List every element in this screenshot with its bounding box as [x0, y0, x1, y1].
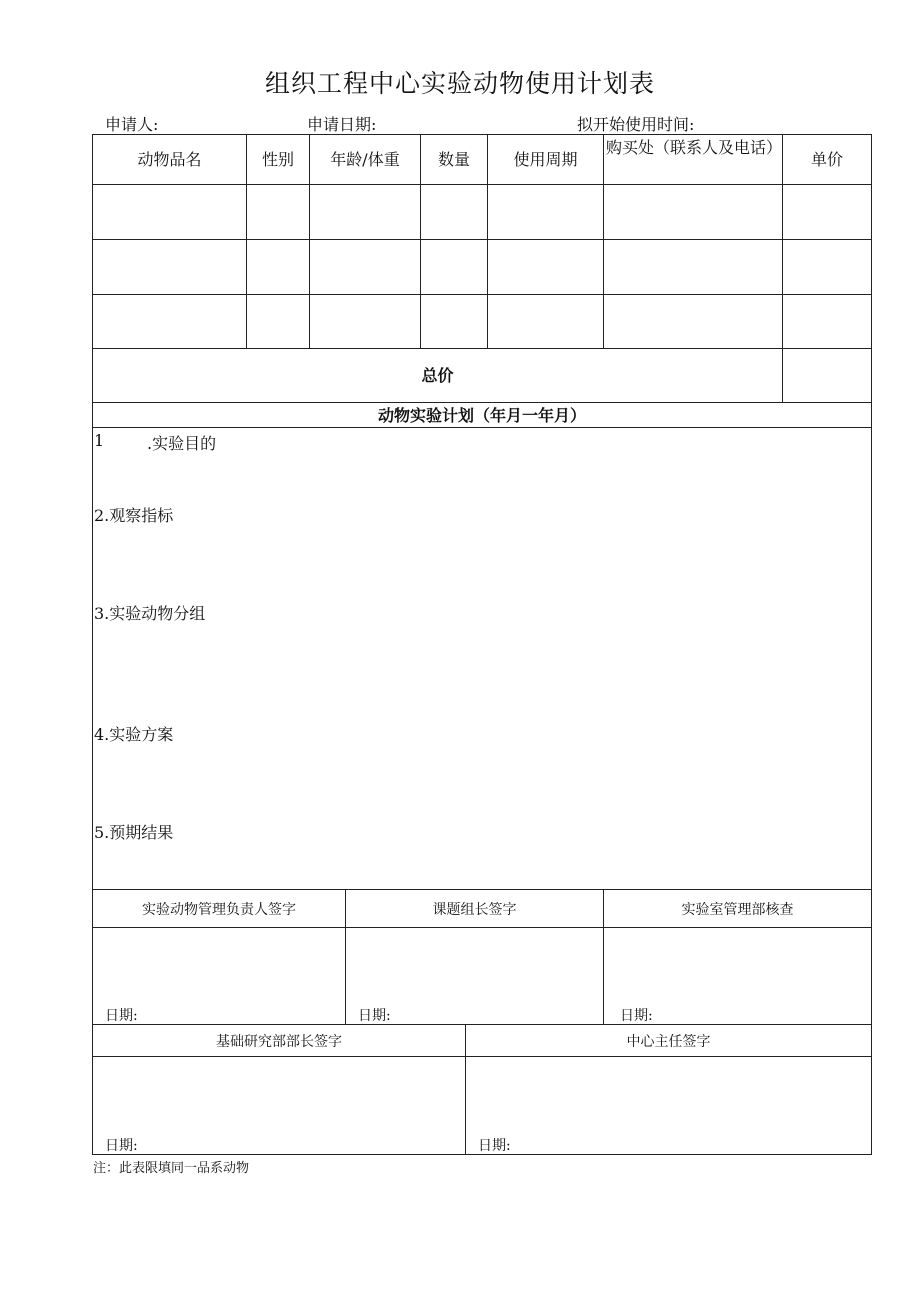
total-price-value[interactable] — [783, 349, 871, 402]
signature-date-lab-management: 日期: — [620, 1008, 653, 1024]
cell-period[interactable] — [488, 295, 603, 348]
footnote: 注：此表限填同一品系动物 — [93, 1161, 250, 1176]
signature-label-lab-management: 实验室管理部核查 — [681, 901, 794, 918]
header-age-weight: 年龄/体重 — [330, 150, 400, 169]
cell-unit-price[interactable] — [783, 240, 871, 294]
plan-item-purpose-number: 1 — [94, 431, 105, 450]
plan-heading: 动物实验计划（年月一年月） — [377, 405, 586, 425]
start-time-label: 拟开始使用时间: — [577, 115, 695, 134]
cell-sex[interactable] — [247, 185, 309, 239]
cell-sex[interactable] — [247, 240, 309, 294]
signature-label-animal-manager: 实验动物管理负责人签字 — [142, 901, 296, 918]
applicant-label: 申请人: — [105, 115, 159, 134]
signature-label-group-leader: 课题组长签字 — [432, 901, 517, 918]
cell-purchase[interactable] — [604, 185, 782, 239]
apply-date-label: 申请日期: — [307, 115, 377, 134]
cell-unit-price[interactable] — [783, 295, 871, 348]
signature-label-center-director: 中心主任签字 — [626, 1033, 711, 1050]
page-title: 组织工程中心实验动物使用计划表 — [264, 69, 655, 98]
header-unit-price: 单价 — [810, 150, 843, 169]
cell-quantity[interactable] — [421, 240, 487, 294]
plan-item-protocol: 4.实验方案 — [94, 725, 174, 744]
total-price-label: 总价 — [421, 366, 454, 385]
cell-animal-name[interactable] — [93, 295, 246, 348]
plan-item-purpose: .实验目的 — [147, 434, 217, 453]
cell-quantity[interactable] — [421, 295, 487, 348]
plan-item-indicators: 2.观察指标 — [94, 506, 174, 525]
cell-period[interactable] — [488, 240, 603, 294]
cell-purchase[interactable] — [604, 240, 782, 294]
plan-item-grouping: 3.实验动物分组 — [94, 604, 206, 623]
header-period: 使用周期 — [513, 150, 578, 169]
cell-unit-price[interactable] — [783, 185, 871, 239]
signature-date-basic-research-head: 日期: — [105, 1138, 138, 1154]
signature-date-animal-manager: 日期: — [105, 1008, 138, 1024]
cell-sex[interactable] — [247, 295, 309, 348]
cell-age-weight[interactable] — [310, 240, 420, 294]
cell-animal-name[interactable] — [93, 185, 246, 239]
cell-quantity[interactable] — [421, 185, 487, 239]
signature-date-center-director: 日期: — [478, 1138, 511, 1154]
header-animal-name: 动物品名 — [137, 150, 202, 169]
header-purchase: 购买处（联系人及电话） — [606, 138, 783, 157]
cell-purchase[interactable] — [604, 295, 782, 348]
cell-period[interactable] — [488, 185, 603, 239]
signature-date-group-leader: 日期: — [358, 1008, 391, 1024]
cell-age-weight[interactable] — [310, 185, 420, 239]
header-sex: 性别 — [261, 150, 294, 169]
header-quantity: 数量 — [437, 150, 470, 169]
cell-animal-name[interactable] — [93, 240, 246, 294]
signature-label-basic-research-head: 基础研究部部长签字 — [216, 1033, 342, 1050]
plan-item-expected-results: 5.预期结果 — [94, 823, 174, 842]
cell-age-weight[interactable] — [310, 295, 420, 348]
